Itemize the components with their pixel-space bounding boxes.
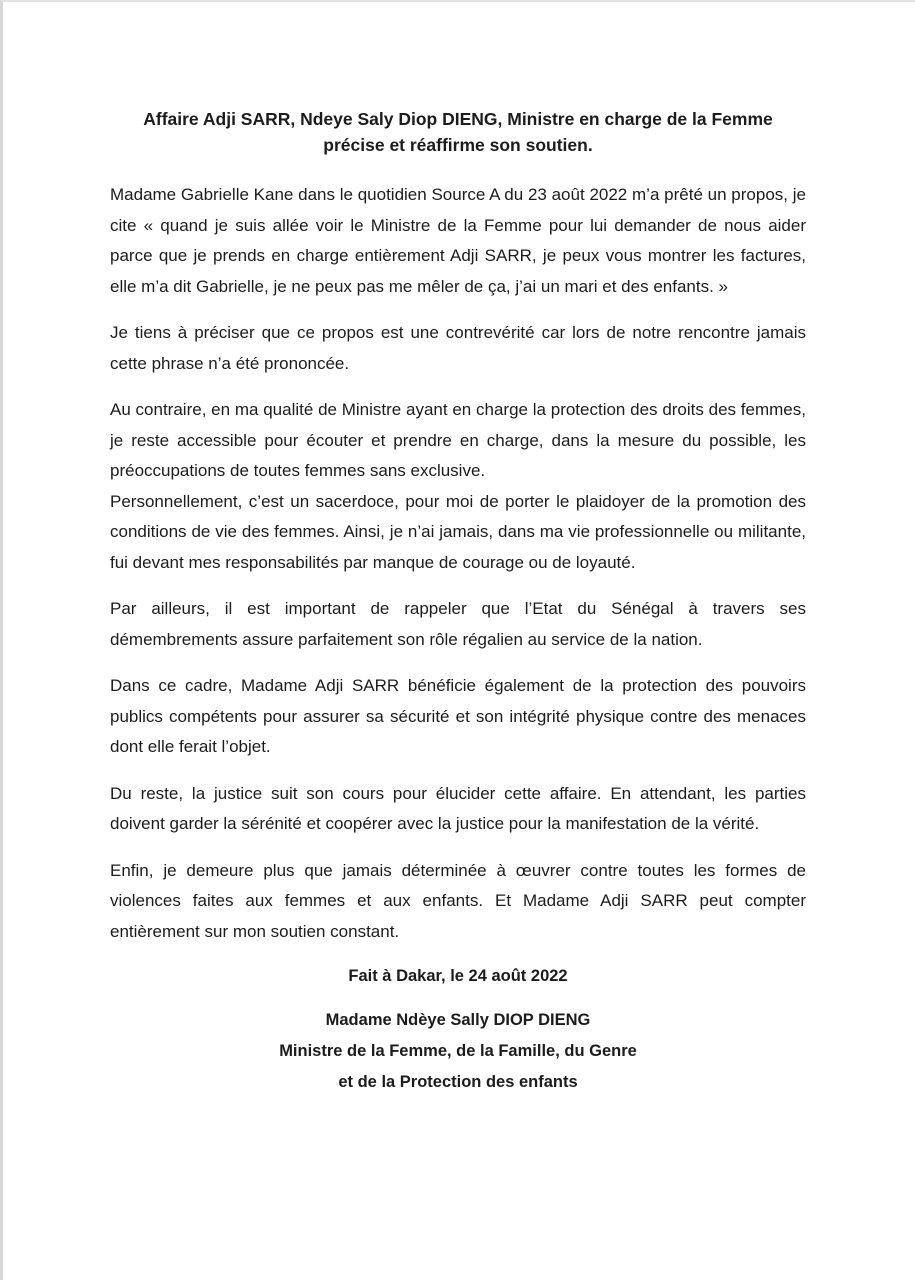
- paragraph-state-role: Par ailleurs, il est important de rappeler que l’Etat du Sénégal à travers ses démembrements assure parfaitement son rôle régalien au service de la nation.: [110, 599, 806, 649]
- paragraph-protection: Dans ce cadre, Madame Adji SARR bénéficie également de la protection des pouvoirs publics compétents pour assurer sa sécurité et son intégrité physique contre des menaces dont elle ferait l’objet.: [110, 676, 806, 756]
- signatory-role-line-1: Ministre de la Femme, de la Famille, du Genre: [279, 1042, 637, 1060]
- signoff-date: Fait à Dakar, le 24 août 2022: [348, 967, 568, 985]
- paragraph-conclusion: Enfin, je demeure plus que jamais déterminée à œuvrer contre toutes les formes de violences faites aux femmes et aux enfants. Et Madame Adji SARR peut compter entièrement sur mon soutien constant.: [110, 860, 806, 941]
- title-line-2: précise et réaffirme son soutien.: [323, 135, 593, 155]
- document-title: [110, 106, 806, 158]
- paragraph-accessibility: Au contraire, en ma qualité de Ministre ayant en charge la protection des droits des femmes, je reste accessible pour écouter et prendre en charge, dans la mesure du possible, les préoccupations de toutes femmes sans exclusive.: [110, 400, 806, 480]
- paragraph-quote: Madame Gabrielle Kane dans le quotidien Source A du 23 août 2022 m’a prêté un propos, je cite « quand je suis allée voir le Ministre de la Femme pour lui demander de nous aider parce que je prends en charge entièrement Adji SARR, je peux vous montrer les factures, elle m’a dit Gabrielle, je ne peux pas me mêler de ça, j’ai un mari et des enfants. »: [110, 185, 806, 296]
- signatory-name: Madame Ndèye Sally DIOP DIENG: [325, 1011, 591, 1029]
- paragraph-justice: Du reste, la justice suit son cours pour élucider cette affaire. En attendant, les parties doivent garder la sérénité et coopérer avec la justice pour la manifestation de la vérité.: [110, 783, 806, 833]
- signatory-role-line-2: et de la Protection des enfants: [338, 1073, 578, 1091]
- title-line-1: Affaire Adji SARR, Ndeye Saly Diop DIENG, Ministre en charge de la Femme: [143, 109, 773, 129]
- paragraph-denial: Je tiens à préciser que ce propos est une contrevérité car lors de notre rencontre jamais cette phrase n’a été prononcée.: [110, 323, 806, 373]
- paragraph-commitment: Personnellement, c’est un sacerdoce, pour moi de porter le plaidoyer de la promotion des conditions de vie des femmes. Ainsi, je n’ai jamais, dans ma vie professionnelle ou militante, fui devant mes responsabilités par manque de courage ou de loyauté.: [110, 491, 806, 572]
- signature-block: [110, 963, 806, 1098]
- document-body: [110, 106, 806, 1098]
